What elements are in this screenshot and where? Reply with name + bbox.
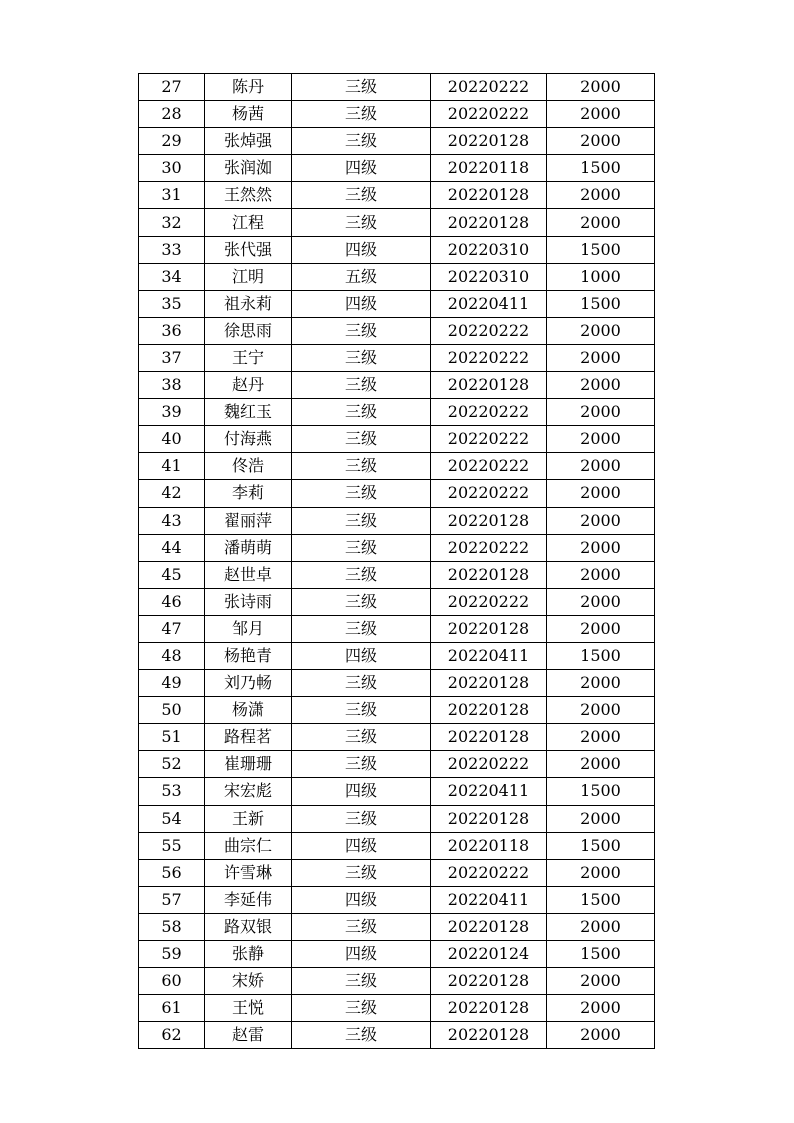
date-cell: 20220128 bbox=[431, 724, 547, 751]
name-cell: 王悦 bbox=[205, 995, 292, 1022]
amount-cell: 1500 bbox=[547, 886, 655, 913]
date-cell: 20220128 bbox=[431, 670, 547, 697]
date-cell: 20220411 bbox=[431, 886, 547, 913]
amount-cell: 2000 bbox=[547, 724, 655, 751]
name-cell: 邹月 bbox=[205, 615, 292, 642]
row-number-cell: 51 bbox=[139, 724, 205, 751]
amount-cell: 1500 bbox=[547, 290, 655, 317]
row-number-cell: 54 bbox=[139, 805, 205, 832]
amount-cell: 1500 bbox=[547, 155, 655, 182]
amount-cell: 2000 bbox=[547, 968, 655, 995]
table-row bbox=[139, 697, 655, 724]
table-row bbox=[139, 724, 655, 751]
table-row bbox=[139, 426, 655, 453]
amount-cell: 2000 bbox=[547, 182, 655, 209]
name-cell: 赵雷 bbox=[205, 1022, 292, 1049]
table-row bbox=[139, 155, 655, 182]
level-cell: 三级 bbox=[292, 534, 431, 561]
name-cell: 魏红玉 bbox=[205, 399, 292, 426]
date-cell: 20220411 bbox=[431, 642, 547, 669]
amount-cell: 2000 bbox=[547, 1022, 655, 1049]
amount-cell: 2000 bbox=[547, 615, 655, 642]
table-row bbox=[139, 182, 655, 209]
row-number-cell: 44 bbox=[139, 534, 205, 561]
row-number-cell: 31 bbox=[139, 182, 205, 209]
row-number-cell: 36 bbox=[139, 317, 205, 344]
date-cell: 20220128 bbox=[431, 995, 547, 1022]
table-row bbox=[139, 74, 655, 101]
name-cell: 张静 bbox=[205, 941, 292, 968]
level-cell: 四级 bbox=[292, 155, 431, 182]
date-cell: 20220124 bbox=[431, 941, 547, 968]
level-cell: 四级 bbox=[292, 290, 431, 317]
level-cell: 四级 bbox=[292, 886, 431, 913]
level-cell: 三级 bbox=[292, 968, 431, 995]
date-cell: 20220222 bbox=[431, 480, 547, 507]
row-number-cell: 45 bbox=[139, 561, 205, 588]
table-row bbox=[139, 236, 655, 263]
table-row bbox=[139, 344, 655, 371]
table-row bbox=[139, 480, 655, 507]
level-cell: 三级 bbox=[292, 480, 431, 507]
amount-cell: 2000 bbox=[547, 453, 655, 480]
date-cell: 20220310 bbox=[431, 236, 547, 263]
date-cell: 20220118 bbox=[431, 832, 547, 859]
row-number-cell: 55 bbox=[139, 832, 205, 859]
row-number-cell: 46 bbox=[139, 588, 205, 615]
row-number-cell: 58 bbox=[139, 913, 205, 940]
amount-cell: 1500 bbox=[547, 832, 655, 859]
date-cell: 20220128 bbox=[431, 209, 547, 236]
amount-cell: 1500 bbox=[547, 642, 655, 669]
level-cell: 三级 bbox=[292, 74, 431, 101]
table-row bbox=[139, 832, 655, 859]
date-cell: 20220310 bbox=[431, 263, 547, 290]
amount-cell: 2000 bbox=[547, 534, 655, 561]
name-cell: 江程 bbox=[205, 209, 292, 236]
name-cell: 李延伟 bbox=[205, 886, 292, 913]
row-number-cell: 40 bbox=[139, 426, 205, 453]
table-row bbox=[139, 372, 655, 399]
name-cell: 杨艳青 bbox=[205, 642, 292, 669]
amount-cell: 2000 bbox=[547, 426, 655, 453]
level-cell: 四级 bbox=[292, 778, 431, 805]
name-cell: 陈丹 bbox=[205, 74, 292, 101]
amount-cell: 2000 bbox=[547, 751, 655, 778]
date-cell: 20220222 bbox=[431, 399, 547, 426]
row-number-cell: 27 bbox=[139, 74, 205, 101]
name-cell: 路程茗 bbox=[205, 724, 292, 751]
date-cell: 20220222 bbox=[431, 101, 547, 128]
name-cell: 徐思雨 bbox=[205, 317, 292, 344]
level-cell: 三级 bbox=[292, 588, 431, 615]
date-cell: 20220118 bbox=[431, 155, 547, 182]
row-number-cell: 53 bbox=[139, 778, 205, 805]
table-row bbox=[139, 670, 655, 697]
date-cell: 20220128 bbox=[431, 372, 547, 399]
table-row bbox=[139, 534, 655, 561]
name-cell: 刘乃畅 bbox=[205, 670, 292, 697]
amount-cell: 2000 bbox=[547, 588, 655, 615]
row-number-cell: 29 bbox=[139, 128, 205, 155]
name-cell: 潘萌萌 bbox=[205, 534, 292, 561]
table-row bbox=[139, 751, 655, 778]
row-number-cell: 43 bbox=[139, 507, 205, 534]
name-cell: 宋宏彪 bbox=[205, 778, 292, 805]
date-cell: 20220222 bbox=[431, 751, 547, 778]
name-cell: 路双银 bbox=[205, 913, 292, 940]
row-number-cell: 49 bbox=[139, 670, 205, 697]
name-cell: 张润洳 bbox=[205, 155, 292, 182]
roster-table bbox=[138, 73, 655, 1049]
date-cell: 20220128 bbox=[431, 507, 547, 534]
name-cell: 翟丽萍 bbox=[205, 507, 292, 534]
row-number-cell: 41 bbox=[139, 453, 205, 480]
amount-cell: 2000 bbox=[547, 399, 655, 426]
level-cell: 三级 bbox=[292, 128, 431, 155]
name-cell: 杨茜 bbox=[205, 101, 292, 128]
table-row bbox=[139, 453, 655, 480]
row-number-cell: 38 bbox=[139, 372, 205, 399]
table-row bbox=[139, 859, 655, 886]
name-cell: 王宁 bbox=[205, 344, 292, 371]
level-cell: 三级 bbox=[292, 507, 431, 534]
table-row bbox=[139, 778, 655, 805]
table-row bbox=[139, 290, 655, 317]
name-cell: 许雪琳 bbox=[205, 859, 292, 886]
amount-cell: 2000 bbox=[547, 697, 655, 724]
date-cell: 20220128 bbox=[431, 182, 547, 209]
amount-cell: 2000 bbox=[547, 507, 655, 534]
table-row bbox=[139, 886, 655, 913]
level-cell: 四级 bbox=[292, 642, 431, 669]
level-cell: 三级 bbox=[292, 913, 431, 940]
amount-cell: 2000 bbox=[547, 670, 655, 697]
table-row bbox=[139, 642, 655, 669]
table-row bbox=[139, 995, 655, 1022]
amount-cell: 2000 bbox=[547, 480, 655, 507]
table-row bbox=[139, 588, 655, 615]
row-number-cell: 50 bbox=[139, 697, 205, 724]
level-cell: 三级 bbox=[292, 561, 431, 588]
name-cell: 江明 bbox=[205, 263, 292, 290]
table-row bbox=[139, 209, 655, 236]
table-row bbox=[139, 913, 655, 940]
date-cell: 20220128 bbox=[431, 1022, 547, 1049]
row-number-cell: 59 bbox=[139, 941, 205, 968]
amount-cell: 1500 bbox=[547, 941, 655, 968]
level-cell: 三级 bbox=[292, 317, 431, 344]
level-cell: 三级 bbox=[292, 1022, 431, 1049]
row-number-cell: 57 bbox=[139, 886, 205, 913]
level-cell: 三级 bbox=[292, 724, 431, 751]
row-number-cell: 35 bbox=[139, 290, 205, 317]
date-cell: 20220222 bbox=[431, 588, 547, 615]
date-cell: 20220222 bbox=[431, 426, 547, 453]
table-row bbox=[139, 263, 655, 290]
amount-cell: 2000 bbox=[547, 317, 655, 344]
date-cell: 20220222 bbox=[431, 534, 547, 561]
table-row bbox=[139, 941, 655, 968]
table-row bbox=[139, 399, 655, 426]
amount-cell: 2000 bbox=[547, 859, 655, 886]
table-row bbox=[139, 317, 655, 344]
name-cell: 崔珊珊 bbox=[205, 751, 292, 778]
name-cell: 宋娇 bbox=[205, 968, 292, 995]
table-row bbox=[139, 805, 655, 832]
level-cell: 五级 bbox=[292, 263, 431, 290]
row-number-cell: 48 bbox=[139, 642, 205, 669]
name-cell: 曲宗仁 bbox=[205, 832, 292, 859]
level-cell: 三级 bbox=[292, 209, 431, 236]
name-cell: 王然然 bbox=[205, 182, 292, 209]
row-number-cell: 52 bbox=[139, 751, 205, 778]
row-number-cell: 62 bbox=[139, 1022, 205, 1049]
name-cell: 付海燕 bbox=[205, 426, 292, 453]
amount-cell: 2000 bbox=[547, 561, 655, 588]
row-number-cell: 42 bbox=[139, 480, 205, 507]
date-cell: 20220128 bbox=[431, 615, 547, 642]
date-cell: 20220222 bbox=[431, 74, 547, 101]
level-cell: 三级 bbox=[292, 697, 431, 724]
name-cell: 赵丹 bbox=[205, 372, 292, 399]
amount-cell: 1500 bbox=[547, 236, 655, 263]
name-cell: 张焯强 bbox=[205, 128, 292, 155]
level-cell: 三级 bbox=[292, 399, 431, 426]
name-cell: 赵世卓 bbox=[205, 561, 292, 588]
amount-cell: 2000 bbox=[547, 74, 655, 101]
table-row bbox=[139, 101, 655, 128]
amount-cell: 1500 bbox=[547, 778, 655, 805]
row-number-cell: 56 bbox=[139, 859, 205, 886]
name-cell: 李莉 bbox=[205, 480, 292, 507]
level-cell: 三级 bbox=[292, 344, 431, 371]
table-row bbox=[139, 507, 655, 534]
amount-cell: 2000 bbox=[547, 913, 655, 940]
level-cell: 三级 bbox=[292, 670, 431, 697]
date-cell: 20220222 bbox=[431, 859, 547, 886]
row-number-cell: 32 bbox=[139, 209, 205, 236]
level-cell: 三级 bbox=[292, 751, 431, 778]
name-cell: 杨潇 bbox=[205, 697, 292, 724]
date-cell: 20220128 bbox=[431, 968, 547, 995]
roster-table-body bbox=[139, 74, 655, 1049]
level-cell: 三级 bbox=[292, 615, 431, 642]
name-cell: 佟浩 bbox=[205, 453, 292, 480]
row-number-cell: 60 bbox=[139, 968, 205, 995]
name-cell: 张代强 bbox=[205, 236, 292, 263]
level-cell: 三级 bbox=[292, 453, 431, 480]
date-cell: 20220411 bbox=[431, 290, 547, 317]
level-cell: 三级 bbox=[292, 995, 431, 1022]
date-cell: 20220128 bbox=[431, 913, 547, 940]
amount-cell: 2000 bbox=[547, 101, 655, 128]
row-number-cell: 30 bbox=[139, 155, 205, 182]
table-row bbox=[139, 968, 655, 995]
amount-cell: 2000 bbox=[547, 209, 655, 236]
name-cell: 王新 bbox=[205, 805, 292, 832]
row-number-cell: 34 bbox=[139, 263, 205, 290]
date-cell: 20220128 bbox=[431, 128, 547, 155]
level-cell: 四级 bbox=[292, 236, 431, 263]
level-cell: 三级 bbox=[292, 805, 431, 832]
amount-cell: 2000 bbox=[547, 372, 655, 399]
level-cell: 三级 bbox=[292, 182, 431, 209]
level-cell: 三级 bbox=[292, 101, 431, 128]
date-cell: 20220128 bbox=[431, 697, 547, 724]
date-cell: 20220222 bbox=[431, 344, 547, 371]
amount-cell: 2000 bbox=[547, 344, 655, 371]
date-cell: 20220128 bbox=[431, 561, 547, 588]
amount-cell: 2000 bbox=[547, 128, 655, 155]
amount-cell: 2000 bbox=[547, 995, 655, 1022]
row-number-cell: 37 bbox=[139, 344, 205, 371]
date-cell: 20220128 bbox=[431, 805, 547, 832]
row-number-cell: 61 bbox=[139, 995, 205, 1022]
level-cell: 三级 bbox=[292, 859, 431, 886]
amount-cell: 1000 bbox=[547, 263, 655, 290]
level-cell: 四级 bbox=[292, 941, 431, 968]
name-cell: 张诗雨 bbox=[205, 588, 292, 615]
level-cell: 三级 bbox=[292, 426, 431, 453]
row-number-cell: 47 bbox=[139, 615, 205, 642]
date-cell: 20220411 bbox=[431, 778, 547, 805]
table-row bbox=[139, 1022, 655, 1049]
row-number-cell: 33 bbox=[139, 236, 205, 263]
table-row bbox=[139, 615, 655, 642]
name-cell: 祖永莉 bbox=[205, 290, 292, 317]
date-cell: 20220222 bbox=[431, 453, 547, 480]
level-cell: 四级 bbox=[292, 832, 431, 859]
date-cell: 20220222 bbox=[431, 317, 547, 344]
table-row bbox=[139, 128, 655, 155]
row-number-cell: 39 bbox=[139, 399, 205, 426]
level-cell: 三级 bbox=[292, 372, 431, 399]
row-number-cell: 28 bbox=[139, 101, 205, 128]
amount-cell: 2000 bbox=[547, 805, 655, 832]
table-row bbox=[139, 561, 655, 588]
